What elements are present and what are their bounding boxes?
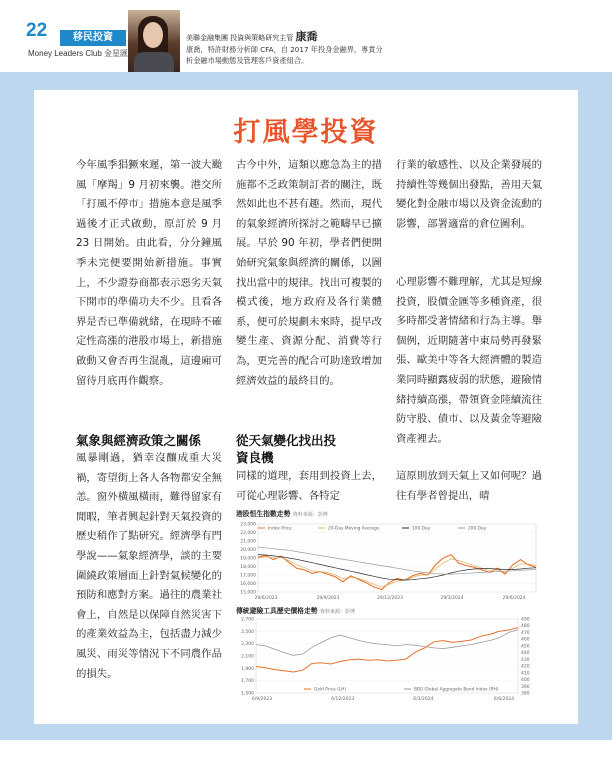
y-tick-label: 21,000 <box>240 539 256 545</box>
y-tick-label: 15,000 <box>240 590 256 596</box>
y-tick-label-right: 420 <box>521 664 530 670</box>
y-tick-label-right: 450 <box>521 644 530 650</box>
y-tick-label-left: 2,100 <box>241 654 254 660</box>
hsi-chart <box>236 508 544 602</box>
page-header <box>0 0 612 72</box>
y-tick-label: 17,000 <box>240 573 256 579</box>
article-column-2 <box>236 156 382 391</box>
author-line <box>186 28 317 44</box>
y-tick-label-left: 2,300 <box>241 642 254 648</box>
x-tick-label: 6/9/2023 <box>251 697 273 702</box>
legend-label: 100-Day <box>412 526 431 532</box>
safe-haven-chart <box>236 605 544 705</box>
paragraph: 同樣的道理，套用到投資上去，可從心理影響、各特定 <box>236 470 382 502</box>
legend-label: 20-Day Moving Average <box>328 526 380 532</box>
y-tick-label-right: 490 <box>521 617 530 623</box>
chart-title-text: 港股恒生指數走勢 <box>236 510 291 518</box>
x-tick-label: 29/6/2024 <box>502 596 526 601</box>
y-tick-label-right: 430 <box>521 657 530 663</box>
chart-source: 資料來源：彭博 <box>319 609 355 615</box>
x-tick-label: 6/12/2023 <box>331 697 355 702</box>
series-line-bond <box>256 630 518 656</box>
article-column-3c <box>396 467 542 506</box>
paragraph: 風暴剛過，猶幸沒釀成重大災禍，寄望街上各人各物都安全無恙。窗外橫風橫雨，難得留家有閒暇，筆者興起針對天氣投資的歷史稍作了點研究。經濟學有門學說——氣象經濟學，談的主要圍繞政策層面上針對氣候變化的預防和應對方案。過往的農業社會上，自然是以保障自然災害下的產業效益為主，包括盡力減少風災、雨災等情況下不同農作品的損失。 <box>76 452 222 680</box>
y-tick-label-left: 1,500 <box>241 691 254 697</box>
safe-haven-chart-svg <box>236 615 544 705</box>
y-tick-label-right: 390 <box>521 684 530 690</box>
y-tick-label-left: 1,700 <box>241 679 254 685</box>
y-tick-label: 19,000 <box>240 556 256 562</box>
x-tick-label: 6/6/2024 <box>493 697 515 702</box>
y-tick-label-right: 480 <box>521 624 530 630</box>
chart-title <box>236 508 544 518</box>
y-tick-label: 18,000 <box>240 565 256 570</box>
article-column-1 <box>76 156 222 391</box>
author-photo <box>128 10 180 72</box>
bottom-margin <box>0 740 612 768</box>
x-tick-label: 29/9/2023 <box>316 596 340 601</box>
y-tick-label-right: 380 <box>521 691 530 697</box>
x-tick-label: 29/12/2023 <box>377 596 403 601</box>
article-column-1b <box>76 449 222 684</box>
paragraph: 古今中外，這類以應急為主的措施都不乏政策制訂者的關注，既然如此也不甚有趣。然而，現代的氣象經濟所探討之範疇早已擴展。早於 90 年初，學者們便開始研究氣象與經濟的關係，以圖找出當中的規律。找出可複製的模式後，地方政府及各行業體系，便可於規劃未來時，提早改變生產、資源分配、消費等行為，更完善的配合可助達致增加經濟效益的最終目的。 <box>236 159 382 387</box>
legend-label: 200-Day <box>468 526 487 532</box>
paragraph: 心理影響不難理解，尤其是短線投資，股價金匯等多種資產，很多時都受著情緒和行為主導。舉個例，近期隨著中東局勢再發緊張、歐美中等各大經濟體的製造業同時顯露疲弱的狀態，避險情緒持續高漲，帶領資金陸續流往防守股、債市、以及黃金等避險資產裡去。 <box>396 276 542 445</box>
x-tick-label: 6/3/2024 <box>413 697 434 702</box>
article-column-3 <box>396 156 542 234</box>
page-number: 22 <box>26 20 48 41</box>
paragraph: 這原則放到天氣上又如何呢？過往有學者曾提出，晴 <box>396 470 542 502</box>
x-tick-label: 29/6/2023 <box>254 596 278 601</box>
x-tick-label: 29/3/2024 <box>440 596 464 601</box>
author-bio: 康喬，特許財務分析師 CFA，自 2017 年投身金融界，專責分析金融市場動態及管理客戶資產組合。 <box>186 45 383 65</box>
hsi-chart-svg <box>236 518 544 602</box>
y-tick-label: 22,000 <box>240 531 256 536</box>
y-tick-label: 20,000 <box>240 548 256 553</box>
y-tick-label-right: 460 <box>521 637 530 643</box>
legend-label: Index Price <box>268 526 292 532</box>
article-column-2b <box>236 467 382 506</box>
legend-label: BBG Global Aggregate Bond Index (RH) <box>414 687 499 693</box>
article-column-3b <box>396 273 542 449</box>
chart-source: 資料來源：彭博 <box>292 512 328 518</box>
y-tick-label-right: 400 <box>521 678 530 684</box>
chart-title-text: 傳統避險工具歷史價格走勢 <box>236 607 318 615</box>
section-heading: 氣象與經濟政策之關係 <box>76 433 202 448</box>
series-line-gold <box>256 628 518 672</box>
series-line-2 <box>258 555 536 581</box>
y-tick-label-left: 2,700 <box>241 617 254 623</box>
legend-label: Gold Price (LH) <box>314 687 347 693</box>
y-tick-label-right: 410 <box>521 671 530 677</box>
y-tick-label-right: 440 <box>521 651 530 657</box>
y-tick-label: 16,000 <box>240 582 256 587</box>
article-title: 打風學投資 <box>233 117 379 148</box>
chart-title <box>236 605 544 615</box>
y-tick-label: 23,000 <box>240 522 256 528</box>
club-name: Money Leaders Club 金星匯 <box>28 49 129 58</box>
y-tick-label-left: 2,500 <box>241 629 254 635</box>
paragraph: 今年風季猖獗來遲，第一波大颱風「摩羯」9 月初來襲。港交所「打風不停市」措施本意是風季過後才正式啟動，原訂於 9 月 23 日開始。由此看，分分鐘風季未完便要開始新措施。事實上，不少證券商都表示惡劣天氣下開市的準備功夫不少。且看各界是否已準備就緒，在現時不確定性高漲的港股市場上，新措施啟動又會否再生混亂，這邊廂可留待月底再作觀察。 <box>76 159 222 387</box>
y-tick-label-left: 1,900 <box>241 666 254 672</box>
author-name: 康喬 <box>295 30 318 43</box>
section-label: 移民投資 <box>60 30 126 46</box>
paragraph: 行業的敏感性、以及企業發展的持續性等幾個出發點，善用天氣變化對金融市場以及資金流動的影響，部署適當的倉位圖利。 <box>396 159 542 230</box>
section-heading: 從天氣變化找出投資良機 <box>236 433 337 465</box>
y-tick-label-right: 470 <box>521 630 530 636</box>
author-role: 美聯金融集團 投資與策略研究主管 <box>186 34 294 42</box>
